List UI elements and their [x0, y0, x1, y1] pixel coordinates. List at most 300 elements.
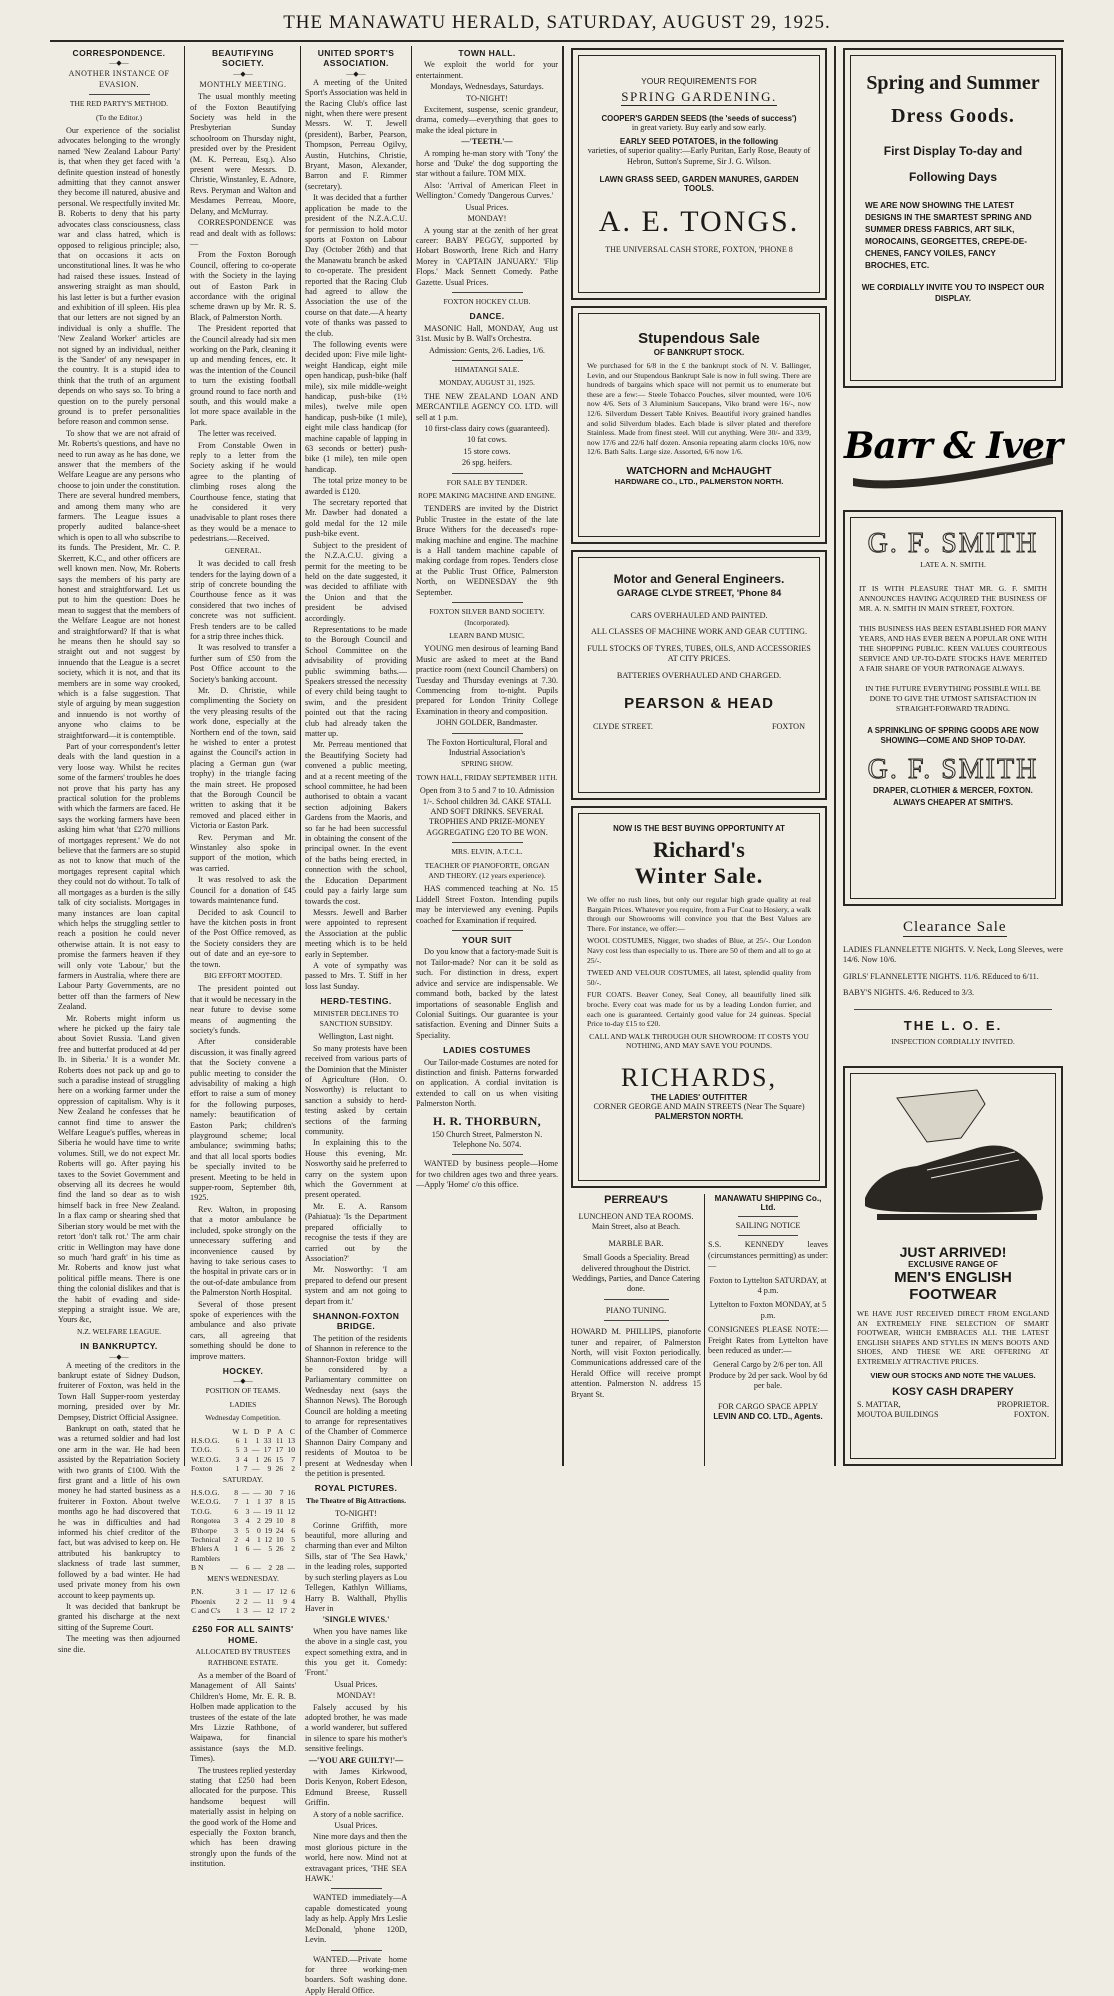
- paragraph: A meeting of the United Sport's Association was held in the Racing Club's office last night, when there were present Messrs. W. T. Jewell (president), Barber, Pearson, Thompson, Perreau Ogilvy, Austin, Hutchins, Christie, Bryant, Mason, Alexander, Barron and F. Rimmer (secretary).: [305, 78, 407, 192]
- shipping-line5: FOR CARGO SPACE APPLY: [708, 1402, 828, 1412]
- paragraph: Our Tailor-made Costumes are noted for distinction and finish. Patterns forwarded on application. A cordial invitation is extended to call on us when visiting Palmerston North.: [416, 1058, 558, 1110]
- richards-ad: [571, 806, 827, 1188]
- table-cell: 15: [272, 1455, 284, 1464]
- classified-ad: WANTED.—Private home for three working-men boarders. Soft washing done. Apply Herald Office.: [305, 1955, 407, 1996]
- mens-wednesday-table: [190, 1587, 296, 1615]
- motor-line3: FULL STOCKS OF TYRES, TUBES, OILS, AND ACCESSORIES AT CITY PRICES.: [587, 644, 811, 665]
- classified-ad: WANTED immediately—A capable domesticated young lady as help. Apply Mrs Leslie McDonald, 'phone 120D, Levin.: [305, 1893, 407, 1945]
- table-cell: —: [249, 1464, 261, 1473]
- paragraph: Decided to ask Council to have the kitchen posts in front of the Post Office removed, as the Society considers they are out of date and an eye-sore to the town.: [190, 908, 296, 970]
- tonight-label: TO-NIGHT!: [305, 1509, 407, 1519]
- teacher-name: MRS. ELVIN, A.T.C.L.: [416, 847, 558, 857]
- column-rule: [834, 46, 836, 1466]
- sale-item: 15 store cows.: [416, 447, 558, 457]
- table-cell: 1: [228, 1544, 239, 1553]
- paragraph: Open from 3 to 5 and 7 to 10. Admission 1/-. School children 3d. CAKE STALL AND SOFT DRINKS. SEVERAL TROPHIES AND PRIZE-MONEY AGGREGATING £20 TO BE WON.: [416, 786, 558, 838]
- paragraph: Mr. Roberts might inform us where he picked up the fairy tale about Soviet Russia. 'Land given free and butterfat produced at 4d per lb. in Siberia.' It is a wonder Mr. Roberts does not pack up and go to such a paradise instead of struggling here on a working farmer under the oppression of capitalism. Why is it New Zealand he confesses that he cannot find time to answer the Welfare League's puffles, whereas in Siberia he would have time to write volumes. Still, we do not expect Mr. Roberts will go. After paying his taxes to the Soviet Government and observing all its decrees he would find the land so dear as to wish himself back in free New Zealand. In a flax camp or shearing shed that Siberian story would be met with the retort 'don't talk rot.' The arm chair critic in Wellington may have done so much 'hard graft' in his time as Mr. Roberts and know just what political piffle means. There is one thing the colonial dislikes and that is the habit of evading and side-stepping a straight issue. We are, Yours &c,: [58, 1014, 180, 1326]
- suit-heading: YOUR SUIT: [416, 935, 558, 945]
- motor-sub: GARAGE CLYDE STREET, 'Phone 84: [587, 588, 811, 599]
- perreaus-bar: MARBLE BAR.: [571, 1239, 701, 1249]
- table-cell: 2: [228, 1535, 239, 1544]
- table-row: [190, 1436, 296, 1445]
- perreaus-text: Small Goods a Speciality. Bread delivered throughout the District. Weddings, Parties, and Dance Catering done.: [571, 1253, 701, 1295]
- table-row: [190, 1535, 296, 1544]
- table-cell: 4: [239, 1535, 250, 1544]
- film-title: —'YOU ARE GUILTY!'—: [305, 1756, 407, 1766]
- paragraph: After considerable discussion, it was finally agreed that the Society convene a public meeting to consider the advisability of making a high effort to raise a sum of money for the following purposes, namely: beautification of Easton Park; children's playground scheme; local ambulance; swimming baths; and that all local sports bodies be specially invited to be present. Meeting to be held in supper-room, September 8th, 1925.: [190, 1037, 296, 1204]
- paragraph: From the Foxton Borough Council, offering to co-operate with the Society in the laying out of Easton Park in accordance with the original scheme drawn up by Mr. R. S. Black, of Palmerston North.: [190, 250, 296, 323]
- table-row: [190, 1587, 296, 1596]
- clearance-line3: BABY'S NIGHTS. 4/6. Reduced to 3/3.: [843, 988, 1063, 998]
- table-cell: 17: [275, 1606, 288, 1615]
- dance-heading: DANCE.: [416, 311, 558, 321]
- tonight-label: TO-NIGHT!: [416, 94, 558, 104]
- paragraph: The following events were decided upon: Five mile light-weight Handicap, eight mile open handicap, push-bike (half mile), six mile middle-weight handicap, push-bike (1½ miles), twelve mile open handicap, push-bike (1 mile), eight mile class handicap (for machine capable of lapping in 63 seconds or better) push-bike (1 mile), ten mile open handicap.: [305, 340, 407, 475]
- gfsmith-p4: A SPRINKLING OF SPRING GOODS ARE NOW SHOWING—COME AND SHOP TO-DAY.: [859, 726, 1047, 746]
- ladies-costumes-heading: LADIES COSTUMES: [416, 1045, 558, 1055]
- table-cell: 2: [262, 1563, 273, 1572]
- correspondence-heading: CORRESPONDENCE.: [58, 48, 180, 58]
- paragraph: Mr. Nosworthy: 'I am prepared to defend our present system and am not going to depart from it.': [305, 1265, 407, 1307]
- table-cell: 7: [273, 1488, 284, 1497]
- pearson-head-name: PEARSON & HEAD: [587, 695, 811, 712]
- table-cell: 12: [285, 1507, 296, 1516]
- himatangi-heading: HIMATANGI SALE.: [416, 365, 558, 375]
- footwear-arrived: JUST ARRIVED!: [857, 1244, 1049, 1260]
- all-saints-subheading: ALLOCATED BY TRUSTEES RATHBONE ESTATE.: [190, 1647, 296, 1668]
- paragraph: The total prize money to be awarded is £120.: [305, 476, 407, 497]
- paragraph: Mr. D. Christie, while complimenting the Society on the very pleasing results of the work done, especially at the Northern end of the town, said he wished to enter a protest against the Council's action in placing a German gun (war trophy) in the triangle facing the main street. He proposed that the Borough Council be written to asking that it be removed and placed either in Victoria or Easton Park.: [190, 686, 296, 832]
- stupendous-ad: [571, 306, 827, 544]
- clearance-line1: LADIES FLANNELETTE NIGHTS. V. Neck, Long Sleeves, were 14/6. Now 10/6.: [843, 945, 1063, 966]
- paragraph: Rev. Peryman and Mr. Winstanley also spoke in support of the motion, which was carried.: [190, 833, 296, 875]
- richards-name: Richard's: [587, 837, 811, 863]
- sports-heading: UNITED SPORT'S ASSOCIATION.: [305, 48, 407, 69]
- ad-border: [578, 313, 820, 537]
- table-cell: 8: [228, 1488, 239, 1497]
- dress-line2: Dress Goods.: [859, 105, 1047, 128]
- figure-icon: [897, 1090, 985, 1142]
- sale-item: 10 first-class dairy cows (guaranteed).: [416, 424, 558, 434]
- column-correspondence: [58, 44, 180, 1464]
- gfsmith-tag2: ALWAYS CHEAPER AT SMITH'S.: [859, 798, 1047, 807]
- column-rule: [411, 46, 412, 1466]
- royal-pictures-subheading: The Theatre of Big Attractions.: [305, 1496, 407, 1506]
- signature: N.Z. WELFARE LEAGUE.: [58, 1327, 180, 1337]
- table-header: L: [240, 1427, 248, 1436]
- dress-line3: First Display To-day and: [859, 144, 1047, 158]
- divider: [452, 842, 523, 843]
- table-cell: 5: [229, 1445, 240, 1454]
- paragraph: Representations to be made to the Borough Council and School Committee on the advisability of providing public swimming baths.—Speakers stressed the necessity of every child being taught to swim, and the president pointed out that the racing club had already taken the matter up.: [305, 625, 407, 739]
- gfsmith-p1: IT IS WITH PLEASURE THAT MR. G. F. SMITH ANNOUNCES HAVING ACQUIRED THE BUSINESS OF MR. A. N. SMITH IN MAIN STREET, FOXTON.: [859, 584, 1047, 614]
- footwear-mens: MEN'S ENGLISH: [857, 1269, 1049, 1286]
- paragraph: It was decided to call fresh tenders for the laying down of a strip of concrete bounding the Courthouse fence as it was considered that two inches of concrete was not sufficient. Fresh tenders are to be called for a strip three inches thick.: [190, 559, 296, 642]
- divider: [452, 930, 523, 931]
- table-cell: 1: [250, 1535, 261, 1544]
- paragraph: The president pointed out that it would be necessary in the near future to devise some means of augmenting the society's funds.: [190, 984, 296, 1036]
- paragraph: Mr. Perreau mentioned that the Beautifying Society had convened a public meeting, and at a recent meeting of the school committee, he had been authorised to obtain a vacant section adjoining Bakers Gardens from the Maoris, and so far he had been successful in obtaining the consent of the principal owner. In the event of the baths being erected, in connection with the school, the Education Department could pay a fairly large sum towards the cost.: [305, 740, 407, 907]
- table-cell: 12: [275, 1587, 288, 1596]
- divider: —◆—: [190, 1378, 296, 1385]
- table-cell: —: [250, 1507, 261, 1516]
- table-row: [190, 1544, 296, 1553]
- table-cell: 17: [272, 1445, 284, 1454]
- table-cell: 1: [250, 1497, 261, 1506]
- sale-date: MONDAY, AUGUST 31, 1925.: [416, 378, 558, 388]
- table-row: [190, 1507, 296, 1516]
- table-cell: —: [239, 1488, 250, 1497]
- barr-logo-block: [843, 398, 1063, 502]
- table-cell: 11: [262, 1597, 275, 1606]
- paragraph: THE NEW ZEALAND LOAN AND MERCANTILE AGENCY CO. LTD. will sell at 1 p.m.: [416, 392, 558, 423]
- table-cell: 10: [273, 1516, 284, 1525]
- ladies-saturday-table: [190, 1488, 296, 1573]
- prices-label: Usual Prices.: [305, 1680, 407, 1690]
- ad-border: [850, 55, 1056, 381]
- paragraph: TENDERS are invited by the District Public Trustee in the estate of the late Bruce Withers for the deceased's rope-making machine and engine. The machine is a Hall tandem machine capable of making cordage from ropes. Tenders close at the Public Trust Office, Palmerston North, on WEDNESDAY the 9th September.: [416, 504, 558, 598]
- table-cell: 13: [284, 1436, 296, 1445]
- table-cell: 17: [260, 1445, 272, 1454]
- paragraph: Part of your correspondent's letter deals with the land question in a very loose way. Whilst he recites some of the farmers' troubles he does not prove that his party has any practical solution for the problems with which the farmers are faced. He says the working farmers have been asking him what 'that £270 millions of mortgages represent.' We do not believe that the farmers are so stupid as not to know that much of the mortgages represent capital which they could not do without. To talk of all mortgages as a burden is the silly talk of city socialists. Mortgages in many instances are loan capital which helps the struggling settler to reach a position he could never otherwise attain. It is not easy to promise the farmers heaven if they will only vote 'Labour,' but the farmers in Australia, where there are Labour Party Governments, are no better off than the farmers of New Zealand.: [58, 742, 180, 1013]
- mens-wednesday-heading: MEN'S WEDNESDAY.: [190, 1574, 296, 1584]
- divider: —◆—: [58, 1354, 180, 1361]
- paragraph: YOUNG men desirous of learning Band Music are asked to meet at the Band practice room (next Council Chambers) on Tuesday and Thursday evenings at 7.30. Commencing from to-night. Pupils prepared for London Trinity College Examination in theory and composition.: [416, 644, 558, 717]
- paragraph: A meeting of the creditors in the bankrupt estate of Sidney Dudson, fruiterer of Foxton, was held in the Town Hall Supper-room yesterday morning, presided over by Mr. Dempsey, District Official Assignee.: [58, 1361, 180, 1423]
- table-cell: Ramblers: [190, 1554, 228, 1563]
- masthead-rule: [50, 40, 1064, 42]
- paragraph: The petition of the residents of Shannon in reference to the Shannon-Foxton bridge will be considered by a Parliamentary committee on Wednesday next (says the Shannon News). The Borough Council are holding a meeting to arrange for representatives of the Chamber of Commerce Shannon Dairy Company and residents of Moutoa to be present at Wednesday when the petition is presented.: [305, 1334, 407, 1480]
- loe-sub: INSPECTION CORDIALLY INVITED.: [843, 1037, 1063, 1047]
- perreaus-name: PERREAU'S: [571, 1194, 701, 1206]
- dress-line4: Following Days: [859, 170, 1047, 184]
- table-cell: —: [250, 1544, 261, 1553]
- divider: [604, 1320, 669, 1321]
- kosy-town: FOXTON.: [1014, 1410, 1049, 1420]
- clearance-line2: GIRLS' FLANNELETTE NIGHTS. 11/6. REduced to 6/11.: [843, 972, 1063, 982]
- table-cell: 3: [239, 1507, 250, 1516]
- paragraph: Messrs. Jewell and Barber were appointed to represent the Association at the public meeting which is to be held early in September.: [305, 908, 407, 960]
- table-cell: 10: [284, 1445, 296, 1454]
- table-cell: 9: [275, 1597, 288, 1606]
- paragraph: When you have names like the above in a single cast, you expect something extra, and in this you get it. Comedy: 'Front.': [305, 1627, 407, 1679]
- table-row: [190, 1516, 296, 1525]
- dress-text: WE ARE NOW SHOWING THE LATEST DESIGNS IN THE SMARTEST SPRING AND SUMMER DRESS FABRICS, ART SILK, MOROCAINS, GEORGETTES, CREPE-DE-CHENES, FANCY VOILES, FANCY BROCHES, ETC.: [859, 200, 1047, 272]
- table-cell: 2: [284, 1464, 296, 1473]
- table-cell: 3: [241, 1606, 249, 1615]
- table-cell: 5: [262, 1544, 273, 1553]
- perreaus-ad: [571, 1194, 701, 1466]
- spring-show-heading: SPRING SHOW.: [416, 759, 558, 769]
- beautifying-heading: BEAUTIFYING SOCIETY.: [190, 48, 296, 69]
- paragraph: Do you know that a factory-made Suit is not Tailor-made? Nor can it be sold as such. For distinction in dress, expert advice and service are indispensable. We command both, backed by the latest importations of seasonable English and Colonial Suitings. Our guarantee is your satisfaction. Evening and Dinner Suits a Speciality.: [416, 947, 558, 1041]
- table-cell: 6: [288, 1587, 296, 1596]
- table-row: [190, 1464, 296, 1473]
- loe-title: THE L. O. E.: [843, 1018, 1063, 1033]
- gfsmith-late: LATE A. N. SMITH.: [859, 560, 1047, 570]
- beautifying-subheading: MONTHLY MEETING.: [190, 80, 296, 90]
- days-line: Mondays, Wednesdays, Saturdays.: [416, 82, 558, 92]
- divider: [738, 1216, 798, 1217]
- gfsmith-name: G. F. SMITH: [859, 528, 1047, 560]
- barr-logo: Barr & Iver: [843, 425, 1066, 467]
- divider: [452, 360, 523, 361]
- richards-big-name: RICHARDS,: [587, 1063, 811, 1093]
- motor-line4: BATTERIES OVERHAULED AND CHARGED.: [587, 671, 811, 681]
- divider: [738, 1235, 798, 1236]
- table-cell: 3: [240, 1445, 248, 1454]
- tongs-lawn: LAWN GRASS SEED, GARDEN MANURES, GARDEN TOOLS.: [599, 175, 799, 193]
- paragraph: Several of those present spoke of experiences with the ambulance and also private cars, all agreeing that something should be done to improve matters.: [190, 1300, 296, 1362]
- tongs-seeds: COOPER'S GARDEN SEEDS (the 'seeds of success'): [587, 114, 811, 123]
- table-cell: H.S.O.G.: [190, 1488, 228, 1497]
- ad-border: [578, 55, 820, 293]
- ad-border: [578, 557, 820, 793]
- barr-logo-graphic: [843, 398, 1063, 502]
- admission-line: Admission: Gents, 2/6. Ladies, 1/6.: [416, 346, 558, 356]
- tongs-line1: YOUR REQUIREMENTS FOR: [587, 76, 811, 86]
- table-row: [190, 1597, 296, 1606]
- kosy-address: [857, 1410, 1049, 1420]
- richards-corner: CORNER GEORGE AND MAIN STREETS (Near The Square): [587, 1102, 811, 1112]
- gfsmith-tag1: DRAPER, CLOTHIER & MERCER, FOXTON.: [859, 786, 1047, 795]
- hockey-subheading: POSITION OF TEAMS.: [190, 1386, 296, 1396]
- teacher-title: TEACHER OF PIANOFORTE, ORGAN AND THEORY. (12 years experience).: [416, 861, 558, 882]
- divider: [604, 1299, 669, 1300]
- paragraph: A young star at the zenith of her great career: BABY PEGGY, supported by Hobart Bosworth, Irene Rich and Harry Morey in 'CAPTAIN JANUARY.' 'Flip Flops.' Mack Sennett Comedy. Pathe Gazette. Usual Prices.: [416, 226, 558, 288]
- rope-heading: ROPE MAKING MACHINE AND ENGINE.: [416, 491, 558, 501]
- watchorn-name: WATCHORN and McHAUGHT: [587, 465, 811, 477]
- table-cell: 5: [239, 1526, 250, 1535]
- correspondence-subheading: ANOTHER INSTANCE OF EVASION.: [58, 69, 180, 90]
- signature: JOHN GOLDER, Bandmaster.: [416, 718, 558, 728]
- hockey-heading: HOCKEY.: [190, 1366, 296, 1376]
- table-cell: 1: [229, 1464, 240, 1473]
- town-hall-heading: TOWN HALL.: [416, 48, 558, 58]
- paragraph: From Constable Owen in reply to a letter from the Society asking if he would agree to the planting of climbing roses along the Courthouse fence, stating that he considered it very unadvisable to plant roses there as they would be a menace to pedestrians.—Received.: [190, 441, 296, 545]
- table-cell: —: [228, 1563, 239, 1572]
- table-cell: 9: [260, 1464, 272, 1473]
- table-cell: 1: [249, 1455, 261, 1464]
- general-heading: GENERAL.: [190, 546, 296, 556]
- footwear-view: VIEW OUR STOCKS AND NOTE THE VALUES.: [857, 1371, 1049, 1380]
- table-cell: 3: [228, 1516, 239, 1525]
- divider: [452, 473, 523, 474]
- paragraph: The secretary reported that Mr. Dawber had donated a gold medal for the 12 mile push-bike event.: [305, 498, 407, 540]
- table-cell: 2: [241, 1597, 249, 1606]
- table-cell: 2: [288, 1606, 296, 1615]
- paragraph: Mr. E. A. Ransom (Pahiatua): 'Is the Department prepared officially to recognise the tests if they are carried out by the Association?': [305, 1202, 407, 1264]
- table-cell: 4: [239, 1516, 250, 1525]
- divider: [452, 292, 523, 293]
- table-cell: 6: [229, 1436, 240, 1445]
- table-cell: 19: [262, 1526, 273, 1535]
- table-cell: 2: [250, 1516, 261, 1525]
- column-rule: [704, 1194, 705, 1466]
- table-cell: W.E.O.G.: [190, 1455, 229, 1464]
- table-cell: 29: [262, 1516, 273, 1525]
- table-row: [190, 1563, 296, 1572]
- motor-town: FOXTON: [772, 722, 805, 732]
- herd-testing-heading: HERD-TESTING.: [305, 996, 407, 1006]
- tongs-line2: SPRING GARDENING.: [621, 89, 777, 106]
- table-cell: 11: [272, 1436, 284, 1445]
- table-cell: B'thorpe: [190, 1526, 228, 1535]
- show-date: TOWN HALL, FRIDAY SEPTEMBER 11TH.: [416, 773, 558, 783]
- paragraph: Also: 'Arrival of American Fleet in Wellington.' Comedy 'Dangerous Curves.': [416, 181, 558, 202]
- column-rule: [562, 46, 564, 1466]
- column-beautifying: [190, 44, 296, 1464]
- table-cell: —: [285, 1563, 296, 1572]
- tongs-seeds2: in great variety. Buy early and sow early.: [587, 123, 811, 133]
- paragraph: The President reported that the Council already had six men working on the Park, cleaning it up and mending fences, etc. It was the intention of the Council to turn the existing football ground round to face north and south, and this would make a lot more space available in the Park.: [190, 324, 296, 428]
- table-cell: 10: [273, 1535, 284, 1544]
- kosy-building: MOUTOA BUILDINGS: [857, 1410, 939, 1420]
- paragraph: It was resolved to transfer a further sum of £50 from the Post Office account to the Society's banking account.: [190, 643, 296, 685]
- article-title: THE RED PARTY'S METHOD.: [58, 99, 180, 109]
- perreaus-line1: LUNCHEON AND TEA ROOMS.: [571, 1212, 701, 1222]
- table-cell: 28: [273, 1563, 284, 1572]
- tongs-store: THE UNIVERSAL CASH STORE, FOXTON, 'PHONE 8: [587, 245, 811, 255]
- footwear-foot: FOOTWEAR: [857, 1286, 1049, 1303]
- proprietor-label: PROPRIETOR.: [997, 1400, 1049, 1410]
- paragraph: with James Kirkwood, Doris Kenyon, Robert Edeson, Edmund Breese, Russell Griffin.: [305, 1767, 407, 1809]
- footwear-range: EXCLUSIVE RANGE OF: [857, 1260, 1049, 1269]
- table-cell: 2: [233, 1597, 241, 1606]
- table-cell: H.S.O.G.: [190, 1436, 229, 1445]
- motor-line2: ALL CLASSES OF MACHINE WORK AND GEAR CUTTING.: [587, 627, 811, 637]
- table-cell: B N: [190, 1563, 228, 1572]
- silver-band-heading: FOXTON SILVER BAND SOCIETY. (Incorporated).: [416, 607, 558, 628]
- learn-heading: LEARN BAND MUSIC.: [416, 631, 558, 641]
- shipping-agents: LEVIN AND CO. LTD., Agents.: [708, 1412, 828, 1421]
- paragraph: Falsely accused by his adopted brother, he was made a world wanderer, but suffered in silence to spare his mother's sensitive feelings.: [305, 1703, 407, 1755]
- table-cell: 2: [285, 1544, 296, 1553]
- table-cell: —: [249, 1587, 262, 1596]
- richards-tweed: TWEED AND VELOUR COSTUMES, all latest, splendid quality from 50/-.: [587, 968, 811, 987]
- divider: [217, 1619, 270, 1620]
- tongs-name: A. E. TONGS.: [587, 205, 811, 239]
- shipping-ad: [708, 1194, 828, 1466]
- classified-ad: WANTED by business people—Home for two children ages two and three years.—Apply 'Home' c/o this office.: [416, 1159, 558, 1190]
- gfsmith-p3: IN THE FUTURE EVERYTHING POSSIBLE WILL BE DONE TO GIVE THE UTMOST SATISFACTION IN STRAIGHT-FORWARD TRADING.: [859, 684, 1047, 714]
- table-cell: 1: [239, 1497, 250, 1506]
- royal-pictures-heading: ROYAL PICTURES.: [305, 1483, 407, 1493]
- herd-testing-subheading: MINISTER DECLINES TO SANCTION SUBSIDY.: [305, 1009, 407, 1030]
- paragraph: As a member of the Board of Management of All Saints' Children's Home, Mr. E. R. B. Holben made application to the trustees of the estate of the late Mrs Lizzie Rathbone, of Waipawa, for financial assistance (says the M.D. Times).: [190, 1671, 296, 1765]
- kosy-proprietor: [857, 1400, 1049, 1410]
- tongs-potatoes: EARLY SEED POTATOES, in the following: [587, 137, 811, 146]
- paragraph: A vote of sympathy was passed to Mrs. T. Stiff in her loss last Sunday.: [305, 961, 407, 992]
- table-header: W: [229, 1427, 240, 1436]
- masthead: THE MANAWATU HERALD, SATURDAY, AUGUST 29, 1925.: [0, 12, 1114, 38]
- saturday-heading: SATURDAY.: [190, 1475, 296, 1485]
- table-row: [190, 1606, 296, 1615]
- table-cell: 24: [273, 1526, 284, 1535]
- divider: [452, 1154, 523, 1155]
- ladies-heading: LADIES: [190, 1400, 296, 1410]
- paragraph: Our experience of the socialist advocates belonging to the wrongly named 'New Zealand Labour Party' is, that when they get faced with 'a definite question instead of honestly admitting that they cannot answer they become ill natured, abusive and personal. We respectfully invited Mr. B. Roberts to deny that his party advocates class consciousness, class war and class hatred, which is opposed to religious principle; also, that on occasions it acts on unconstitutional lines. It was he who had raised these issues. Instead of answering straight as man should, his last letter is but a further evasion and exhibition of ill spleen. His plea that our letters are not signed by an individual is only a shuffle. The 'New Zealand Worker' articles are not signed by an individual, neither is the 'Sander' of any newspaper in the country. It is a stupid idea to think that the truth of an argument depends on who says so. To bring a question on to the purely personal ground is to prefer personalities before reason and common sense.: [58, 126, 180, 428]
- table-cell: 6: [285, 1526, 296, 1535]
- shipping-line3: CONSIGNEES PLEASE NOTE:— Freight Rates from Lyttelton have been reduced as under:—: [708, 1325, 828, 1356]
- table-cell: 12: [262, 1535, 273, 1544]
- table-cell: 11: [273, 1507, 284, 1516]
- footwear-text: WE HAVE JUST RECEIVED DIRECT FROM ENGLAND AN EXTREMELY FINE SELECTION OF SMART FOOTWEAR, WHICH EMBRACES ALL THE LATEST ENGLISH SHAPES AND STYLES IN MEN'S BOOTS AND SHOES, AND THESE WE ARE OFFERING AT EXTREMELY ATTRACTIVE PRICES.: [857, 1309, 1049, 1367]
- ladies-wednesday-table: [190, 1427, 296, 1474]
- shipping-line4: General Cargo by 2/6 per ton. All Produce by 2d per sack. Wool by 6d per bale.: [708, 1360, 828, 1391]
- divider: [331, 1888, 382, 1889]
- table-cell: C and C's: [190, 1606, 233, 1615]
- motor-line1: CARS OVERHAULED AND PAINTED.: [587, 611, 811, 621]
- table-cell: 15: [285, 1497, 296, 1506]
- film-title: 'SINGLE WIVES.': [305, 1615, 407, 1625]
- piano-heading: PIANO TUNING.: [571, 1306, 701, 1316]
- table-cell: 3: [233, 1587, 241, 1596]
- kennedy-text: S.S. KENNEDY leaves (circumstances permitting) as under:—: [708, 1240, 828, 1271]
- table-cell: 3: [229, 1455, 240, 1464]
- watchorn-addr: HARDWARE CO., LTD., PALMERSTON NORTH.: [587, 477, 811, 486]
- dress-goods-ad: [843, 48, 1063, 388]
- table-cell: T.O.G.: [190, 1445, 229, 1454]
- paragraph: The letter was received.: [190, 429, 296, 439]
- table-cell: —: [250, 1488, 261, 1497]
- divider: [854, 1009, 1052, 1010]
- divider: —◆—: [190, 71, 296, 78]
- paragraph: We exploit the world for your entertainment.: [416, 60, 558, 81]
- table-cell: Rongotea: [190, 1516, 228, 1525]
- effort-heading: BIG EFFORT MOOTED.: [190, 971, 296, 981]
- divider: [331, 1950, 382, 1951]
- divider: [452, 602, 523, 603]
- table-header: [190, 1427, 229, 1436]
- salutation: (To the Editor.): [58, 113, 180, 123]
- table-cell: 6: [228, 1507, 239, 1516]
- shipping-name: MANAWATU SHIPPING Co., Ltd.: [708, 1194, 828, 1212]
- table-cell: 4: [240, 1455, 248, 1464]
- ladies-wednesday-heading: Wednesday Competition.: [190, 1413, 296, 1423]
- monday-label: MONDAY!: [416, 214, 558, 224]
- table-cell: 7: [228, 1497, 239, 1506]
- table-cell: 26: [260, 1455, 272, 1464]
- proprietor-name: S. MATTAR,: [857, 1400, 901, 1410]
- richards-town: PALMERSTON NORTH.: [587, 1112, 811, 1121]
- table-cell: 17: [262, 1587, 275, 1596]
- table-cell: 1: [249, 1436, 261, 1445]
- table-cell: 6: [239, 1544, 250, 1553]
- table-cell: 7: [240, 1464, 248, 1473]
- table-cell: —: [249, 1597, 262, 1606]
- table-cell: Phoenix: [190, 1597, 233, 1606]
- clearance-ad: [843, 916, 1063, 1056]
- paragraph: So many protests have been received from various parts of the Dominion that the Minister of Agriculture (Hon. O. Nosworthy) is reluctant to sanction a subsidy to herd-testing asked by certain sections of the farming community.: [305, 1044, 407, 1138]
- thorburn-address: 150 Church Street, Palmerston N. Telephone No. 5074.: [416, 1130, 558, 1151]
- paragraph: Corinne Griffith, more beautiful, more alluring and charming than ever and Milton Sills, star of 'The Sea Hawk,' in the leading roles, supported by such sterling players as Lou Tellegen, Kathlyn Williams, Harry B. Walthall, Phyllis Haver in: [305, 1521, 407, 1615]
- table-cell: Foxton: [190, 1464, 229, 1473]
- table-cell: 1: [240, 1436, 248, 1445]
- ad-border: [850, 1073, 1056, 1459]
- bridge-heading: SHANNON-FOXTON BRIDGE.: [305, 1311, 407, 1332]
- table-header: P: [260, 1427, 272, 1436]
- table-cell: Technical: [190, 1535, 228, 1544]
- stupendous-title: Stupendous Sale: [587, 330, 811, 347]
- hockey-club-heading: FOXTON HOCKEY CLUB.: [416, 297, 558, 307]
- richards-call: CALL AND WALK THROUGH OUR SHOWROOM: IT COSTS YOU NOTHING, AND MAY SAVE YOU POUNDS.: [587, 1032, 811, 1051]
- table-cell: 12: [262, 1606, 275, 1615]
- gfsmith-name2: G. F. SMITH: [859, 754, 1047, 786]
- paragraph: The usual monthly meeting of the Foxton Beautifying Society was held in the Presbyterian Sunday schoolroom on Thursday night, presided over by the President (M. K. Perreau, Esq.). Also present were Messrs. D. Christie, Winstanley, E. Adnore, Revs. Peryman and Walton and Mesdames Perreau, Moore, Delany, and McMurray.: [190, 92, 296, 217]
- table-row: [190, 1488, 296, 1497]
- paragraph: The meeting was then adjourned sine die.: [58, 1634, 180, 1655]
